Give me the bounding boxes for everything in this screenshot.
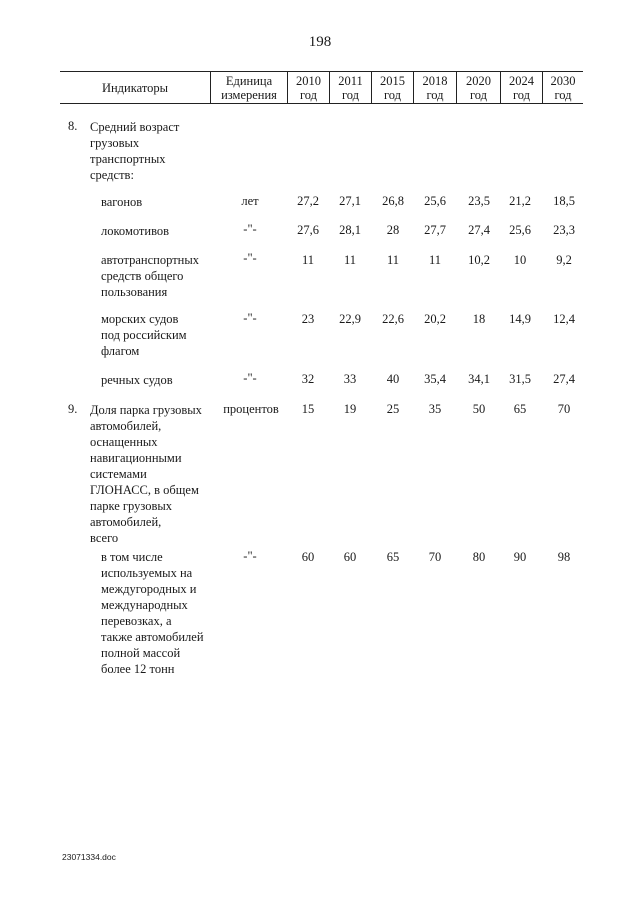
value-2030: 9,2 [556, 253, 572, 267]
year-label: 2030 [550, 74, 576, 88]
section-title-line: автомобилей, [90, 419, 162, 433]
year-suffix: год [426, 88, 444, 102]
header-unit-line2: измерения [221, 88, 277, 102]
value-2010: 27,2 [297, 194, 319, 208]
year-label: 2024 [509, 74, 534, 88]
year-label: 2018 [422, 74, 448, 88]
header-year-2020 [457, 74, 500, 102]
value-2018: 11 [428, 253, 442, 267]
value-2018: 35 [428, 402, 442, 416]
value-2024: 31,5 [509, 372, 531, 386]
value-2020: 34,1 [468, 372, 490, 386]
row-label-line: междугородных и [101, 582, 197, 596]
row-label: речных судов [101, 373, 173, 387]
value-2030: 18,5 [553, 194, 575, 208]
row-label-line: международных [101, 598, 188, 612]
row-label: вагонов [101, 195, 143, 209]
section-title-line: Доля парка грузовых [90, 403, 202, 417]
row-label-line: полной массой [101, 646, 181, 660]
year-suffix: год [299, 88, 318, 102]
value-2011: 33 [343, 372, 357, 386]
row-label-line: автотранспортных [101, 253, 199, 267]
row-label [101, 252, 199, 300]
value-2011: 19 [343, 402, 357, 416]
header-year-2018 [414, 74, 456, 102]
row-label-line: перевозках, а [101, 614, 172, 628]
row-unit: лет [241, 194, 259, 208]
value-2010: 60 [301, 550, 315, 564]
header-year-2030 [543, 74, 583, 102]
header-unit-line1: Единица [225, 74, 273, 88]
header-indicators: Индикаторы [101, 81, 169, 95]
section-title-line: Средний возраст [90, 120, 180, 134]
header-unit [211, 74, 287, 102]
value-2030: 98 [557, 550, 571, 564]
value-2020: 50 [472, 402, 486, 416]
row-unit: -"- [243, 549, 257, 563]
value-2024: 21,2 [509, 194, 531, 208]
value-2020: 80 [472, 550, 486, 564]
value-2011: 11 [343, 253, 357, 267]
value-2010: 27,6 [297, 223, 319, 237]
header-year-2024 [501, 74, 542, 102]
value-2011: 27,1 [339, 194, 361, 208]
row-label-line: морских судов [101, 312, 179, 326]
row-label [101, 311, 187, 359]
year-suffix: год [512, 88, 531, 102]
row-label-line: флагом [101, 344, 140, 358]
year-suffix: год [341, 88, 360, 102]
value-2015: 40 [386, 372, 400, 386]
value-2018: 20,2 [424, 312, 446, 326]
header-top-rule [60, 71, 583, 72]
value-2030: 27,4 [553, 372, 575, 386]
row-unit: -"- [243, 251, 257, 265]
section-number: 9. [68, 402, 78, 416]
year-label: 2015 [380, 74, 405, 88]
value-2010: 11 [301, 253, 315, 267]
value-2024: 90 [513, 550, 527, 564]
section-title-line: транспортных [90, 152, 166, 166]
header-bottom-rule [60, 103, 583, 104]
header-year-2015 [372, 74, 413, 102]
section-title [90, 402, 202, 546]
value-2030: 12,4 [553, 312, 575, 326]
row-label-line: средств общего [101, 269, 184, 283]
section-title-line: всего [90, 531, 119, 545]
row-unit: -"- [243, 371, 257, 385]
value-2024: 65 [513, 402, 527, 416]
value-2010: 32 [301, 372, 315, 386]
section-title-line: ГЛОНАСС, в общем [90, 483, 199, 497]
row-label-line: в том числе [101, 550, 163, 564]
value-2030: 70 [557, 402, 571, 416]
section-title [90, 119, 179, 183]
row-label-line: используемых на [101, 566, 193, 580]
value-2015: 65 [386, 550, 400, 564]
value-2030: 23,3 [553, 223, 575, 237]
value-2024: 25,6 [509, 223, 531, 237]
row-label [101, 549, 204, 677]
year-suffix: год [383, 88, 402, 102]
row-unit: -"- [243, 311, 257, 325]
value-2024: 10 [513, 253, 527, 267]
row-label-line: также автомобилей [101, 630, 204, 644]
header-year-2010 [288, 74, 329, 102]
value-2020: 23,5 [468, 194, 490, 208]
row-unit: процентов [223, 402, 279, 416]
value-2018: 35,4 [424, 372, 446, 386]
year-label: 2011 [338, 74, 363, 88]
value-2020: 27,4 [468, 223, 490, 237]
value-2018: 27,7 [424, 223, 446, 237]
value-2015: 28 [386, 223, 400, 237]
section-title-line: парке грузовых [90, 499, 173, 513]
section-number: 8. [68, 119, 78, 133]
year-label: 2020 [466, 74, 491, 88]
row-label-line: под российским [101, 328, 187, 342]
value-2015: 26,8 [382, 194, 404, 208]
section-title-line: системами [90, 467, 147, 481]
value-2015: 22,6 [382, 312, 404, 326]
value-2011: 60 [343, 550, 357, 564]
value-2020: 18 [472, 312, 486, 326]
section-title-line: оснащенных [90, 435, 158, 449]
value-2018: 25,6 [424, 194, 446, 208]
value-2015: 11 [386, 253, 400, 267]
value-2010: 15 [301, 402, 315, 416]
year-suffix: год [554, 88, 572, 102]
row-label-line: пользования [101, 285, 168, 299]
value-2024: 14,9 [509, 312, 531, 326]
section-title-line: навигационными [90, 451, 182, 465]
section-title-line: автомобилей, [90, 515, 162, 529]
row-label: локомотивов [101, 224, 170, 238]
value-2011: 22,9 [339, 312, 361, 326]
value-2011: 28,1 [339, 223, 361, 237]
value-2015: 25 [386, 402, 400, 416]
value-2018: 70 [428, 550, 442, 564]
row-unit: -"- [243, 222, 257, 236]
header-year-2011 [330, 74, 371, 102]
value-2020: 10,2 [468, 253, 490, 267]
section-title-line: средств: [90, 168, 134, 182]
page-number: 198 [308, 34, 332, 50]
section-title-line: грузовых [90, 136, 140, 150]
year-label: 2010 [296, 74, 321, 88]
row-label-line: более 12 тонн [101, 662, 175, 676]
document-filename: 23071334.doc [62, 852, 116, 862]
year-suffix: год [469, 88, 488, 102]
value-2010: 23 [301, 312, 315, 326]
